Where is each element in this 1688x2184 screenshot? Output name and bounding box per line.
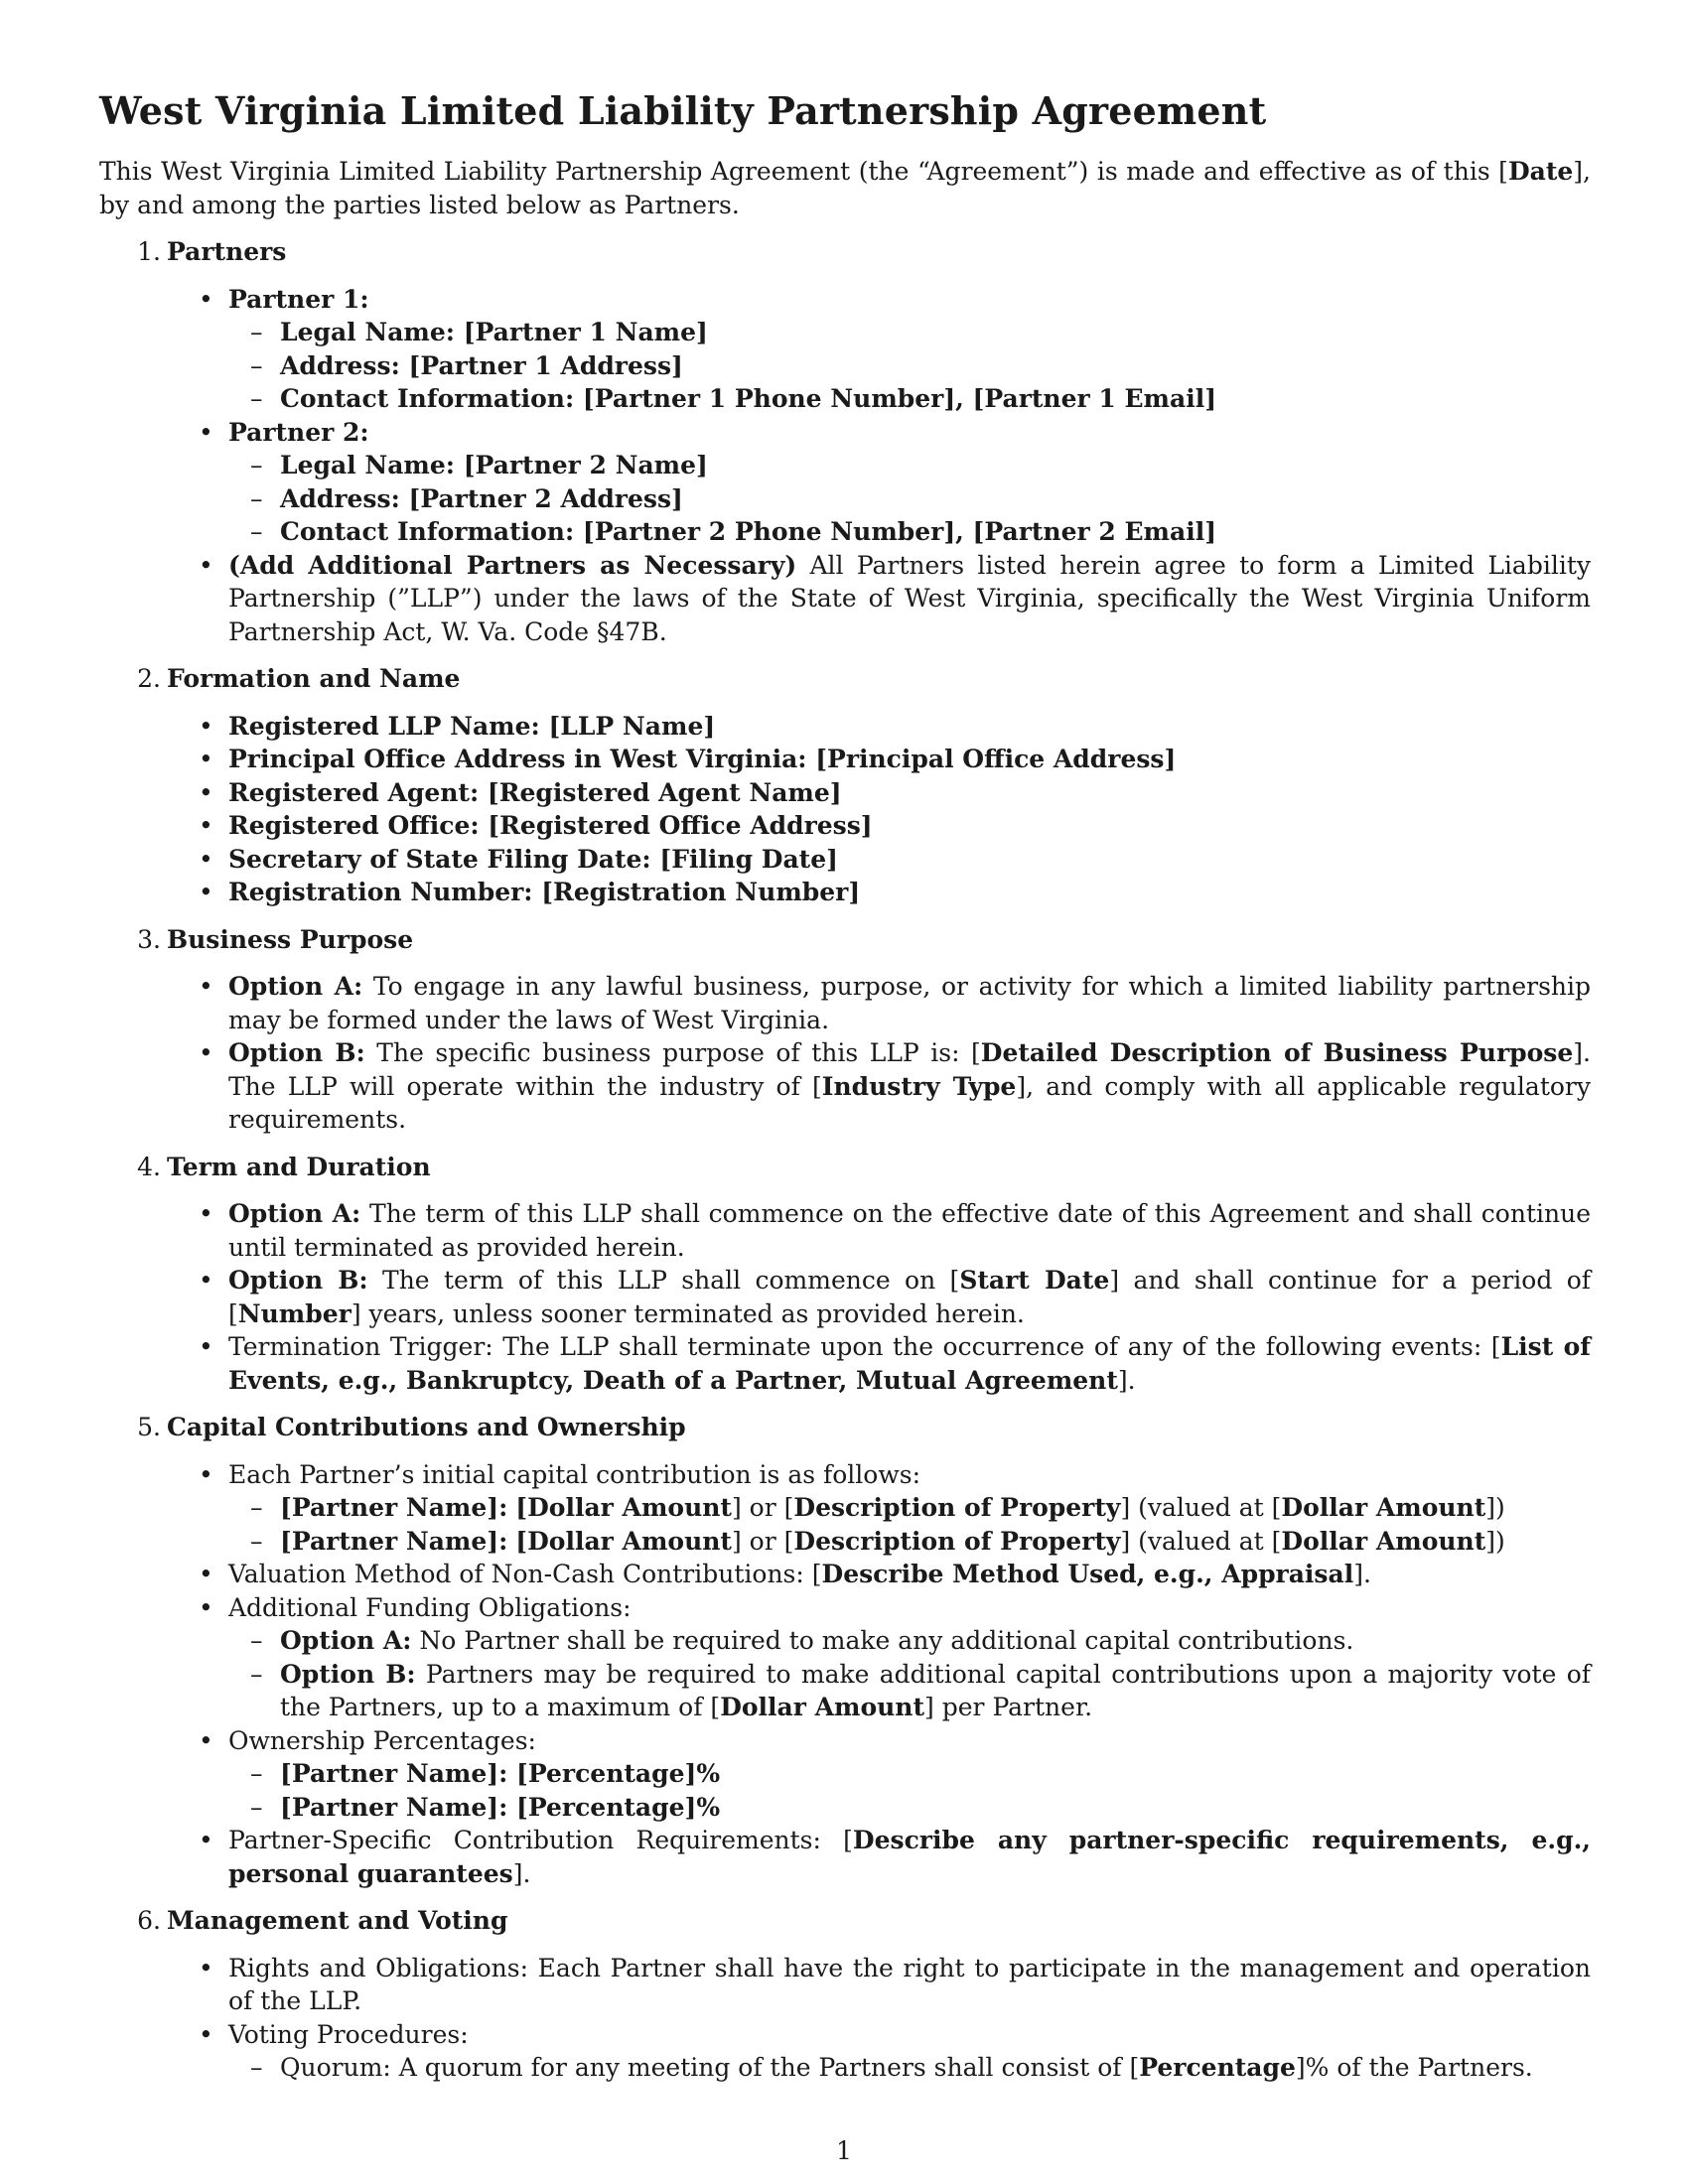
list-item: • Termination Trigger: The LLP shall terminate upon the occurrence of any of the following events: [List of Events, e.g., Bankruptcy, Death of a Partner, Mutual Agreement].: [99, 1330, 1591, 1397]
list-item: • Partner 1: – Legal Name: [Partner 1 Name] – Address: [Partner 1 Address] – Contact Information: [Partner 1 Phone Number], [Partner 1 Email]: [99, 283, 1591, 416]
section-number: 6.: [137, 1906, 161, 1935]
list-item: – Address: [Partner 1 Address]: [228, 349, 1591, 383]
list-item: • Option A: To engage in any lawful business, purpose, or activity for which a limited liability partnership may be formed under the laws of West Virginia.: [99, 970, 1591, 1036]
section-number: 2.: [137, 664, 161, 693]
section-number: 3.: [137, 924, 161, 954]
section-title: Management and Voting: [167, 1906, 508, 1935]
section-title: Partners: [167, 237, 287, 266]
document-title: West Virginia Limited Liability Partnership Agreement: [99, 88, 1267, 133]
list-item: • Partner 2: – Legal Name: [Partner 2 Name] – Address: [Partner 2 Address] – Contact Information: [Partner 2 Phone Number], [Partner 2 Email]: [99, 416, 1591, 549]
section-partners: [99, 235, 1591, 648]
list-item: – Legal Name: [Partner 2 Name]: [228, 449, 1591, 482]
section-business-purpose: [99, 923, 1591, 1137]
document-page: [99, 87, 1591, 2085]
list-item: – Option A: No Partner shall be required to make any additional capital contributions.: [228, 1624, 1591, 1658]
list-item: • Rights and Obligations: Each Partner shall have the right to participate in the management and operation of the LLP.: [99, 1952, 1591, 2018]
section-title: Term and Duration: [167, 1152, 431, 1181]
list-item: • Principal Office Address in West Virginia: [Principal Office Address]: [99, 743, 1591, 776]
list-item: • Registration Number: [Registration Number]: [99, 876, 1591, 909]
list-item: – Option B: Partners may be required to make additional capital contributions upon a majority vote of the Partners, up to a maximum of [Dollar Amount] per Partner.: [228, 1658, 1591, 1724]
list-item: • Option A: The term of this LLP shall commence on the effective date of this Agreement and shall continue until terminated as provided herein.: [99, 1197, 1591, 1264]
list-item: – [Partner Name]: [Dollar Amount] or [Description of Property] (valued at [Dollar Amount]): [228, 1525, 1591, 1559]
page-number: 1: [836, 2136, 852, 2165]
section-formation: [99, 662, 1591, 909]
list-item: • Registered Office: [Registered Office Address]: [99, 809, 1591, 843]
list-item: • Secretary of State Filing Date: [Filing Date]: [99, 843, 1591, 877]
section-number: 5.: [137, 1413, 161, 1441]
list-item: • Voting Procedures: – Quorum: A quorum for any meeting of the Partners shall consist of [Percentage]% of the Partners.: [99, 2018, 1591, 2085]
list-item: • Partner-Specific Contribution Requirements: [Describe any partner-specific requirements, e.g., personal guarantees].: [99, 1824, 1591, 1890]
list-item: • Valuation Method of Non-Cash Contributions: [Describe Method Used, e.g., Appraisal].: [99, 1558, 1591, 1591]
list-item: • Registered LLP Name: [LLP Name]: [99, 710, 1591, 744]
list-item: • Option B: The term of this LLP shall commence on [Start Date] and shall continue for a period of [Number] years, unless sooner terminated as provided herein.: [99, 1264, 1591, 1330]
list-item: • Additional Funding Obligations: – Option A: No Partner shall be required to make any additional capital contributions. – Option B: Partners may be required to make additional capital contributions upon a majority vote of the Partners, up to a maximum of [Dollar Amount] per Partner.: [99, 1591, 1591, 1724]
section-capital: [99, 1411, 1591, 1890]
list-item: • Registered Agent: [Registered Agent Name]: [99, 776, 1591, 810]
intro-paragraph: This West Virginia Limited Liability Partnership Agreement (the “Agreement”) is made and effective as of this [Date], by and among the parties listed below as Partners.: [99, 157, 1591, 219]
list-item: • Option B: The specific business purpose of this LLP is: [Detailed Description of Business Purpose]. The LLP will operate within the industry of [Industry Type], and comply with all applicable regulatory requirements.: [99, 1036, 1591, 1137]
section-management: [99, 1904, 1591, 2085]
list-item: – Contact Information: [Partner 2 Phone Number], [Partner 2 Email]: [228, 515, 1591, 549]
section-number: 4.: [137, 1152, 161, 1181]
list-item: – [Partner Name]: [Percentage]%: [228, 1791, 1591, 1825]
list-item: – Address: [Partner 2 Address]: [228, 482, 1591, 516]
section-term: [99, 1151, 1591, 1398]
section-title: Formation and Name: [167, 664, 461, 693]
list-item: – Legal Name: [Partner 1 Name]: [228, 316, 1591, 349]
list-item: • Ownership Percentages: – [Partner Name]: [Percentage]% – [Partner Name]: [Percentage]%: [99, 1724, 1591, 1825]
list-item: • (Add Additional Partners as Necessary) All Partners listed herein agree to form a Limited Liability Partnership (”LLP”) under the laws of the State of West Virginia, specifically the West Virginia Uniform Partnership Act, W. Va. Code §47B.: [99, 549, 1591, 649]
list-item: – Contact Information: [Partner 1 Phone Number], [Partner 1 Email]: [228, 382, 1591, 416]
list-item: – [Partner Name]: [Percentage]%: [228, 1757, 1591, 1791]
section-title: Capital Contributions and Ownership: [167, 1413, 686, 1441]
list-item: – [Partner Name]: [Dollar Amount] or [Description of Property] (valued at [Dollar Amount]): [228, 1491, 1591, 1525]
list-item: • Each Partner’s initial capital contribution is as follows: – [Partner Name]: [Dollar Amount] or [Description of Property] (valued at [Dollar Amount]) – [Partner Name]: [Dollar Amount] or [Description of Property] (valued at [Dollar Amount]): [99, 1458, 1591, 1559]
list-item: – Quorum: A quorum for any meeting of the Partners shall consist of [Percentage]% of the Partners.: [228, 2051, 1591, 2085]
section-number: 1.: [137, 237, 161, 266]
section-title: Business Purpose: [167, 924, 414, 954]
